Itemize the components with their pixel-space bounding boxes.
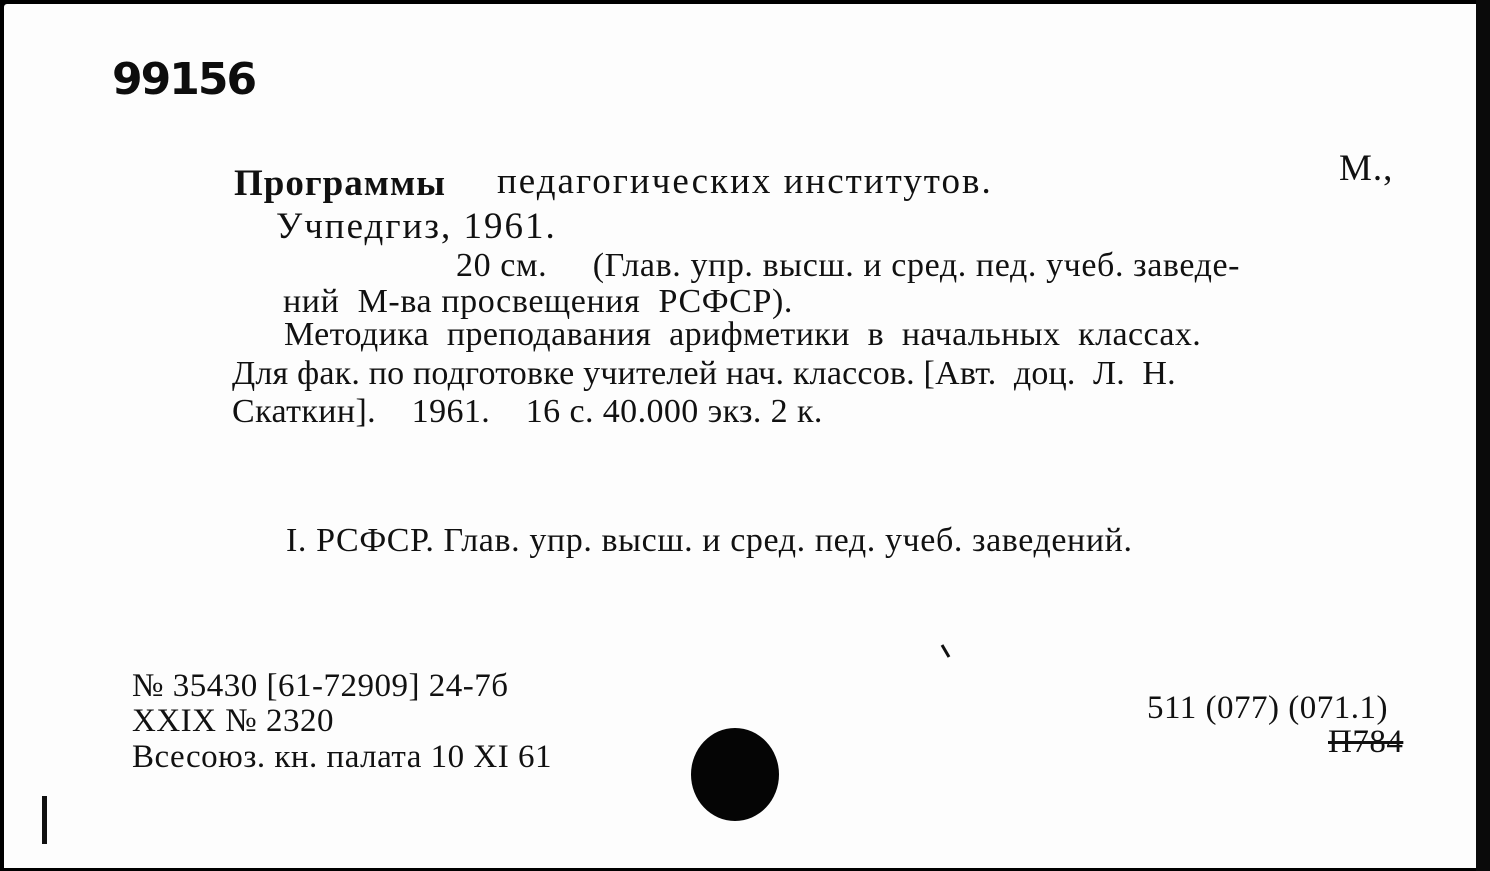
- series-line-1: 20 см. (Глав. упр. высш. и сред. пед. учеб. заведе-: [456, 247, 1241, 284]
- imprint-line-3: Всесоюз. кн. палата 10 XI 61: [132, 739, 552, 775]
- series-line-2: ний М-ва просвещения РСФСР).: [283, 283, 793, 320]
- imprint-line-1: № 35430 [61-72909] 24-7б: [132, 668, 509, 704]
- title-heading: Программы: [234, 163, 447, 204]
- edge-mark: [42, 796, 47, 844]
- call-number: П784: [1328, 724, 1404, 760]
- punch-hole: [691, 728, 779, 821]
- contents-line-1: Методика преподавания арифметики в начальных классах.: [284, 316, 1202, 353]
- imprint-line-2: XXIX № 2320: [132, 703, 334, 739]
- contents-line-3: Скаткин]. 1961. 16 с. 40.000 экз. 2 к.: [232, 393, 823, 430]
- title-rest: педагогических институтов.: [497, 161, 993, 202]
- udc-number: 511 (077) (071.1): [1147, 690, 1388, 726]
- tracing-entry: I. РСФСР. Глав. упр. высш. и сред. пед. учеб. заведений.: [286, 522, 1133, 559]
- catalog-card: [4, 4, 1476, 868]
- scan-edge: [1476, 0, 1490, 871]
- title-place: М.,: [1339, 148, 1394, 189]
- ink-speck: [941, 644, 951, 658]
- handwritten-card-number: 99156: [112, 54, 256, 105]
- publisher-year: Учпедгиз, 1961.: [276, 206, 557, 247]
- contents-line-2: Для фак. по подготовке учителей нач. классов. [Авт. доц. Л. Н.: [232, 355, 1176, 392]
